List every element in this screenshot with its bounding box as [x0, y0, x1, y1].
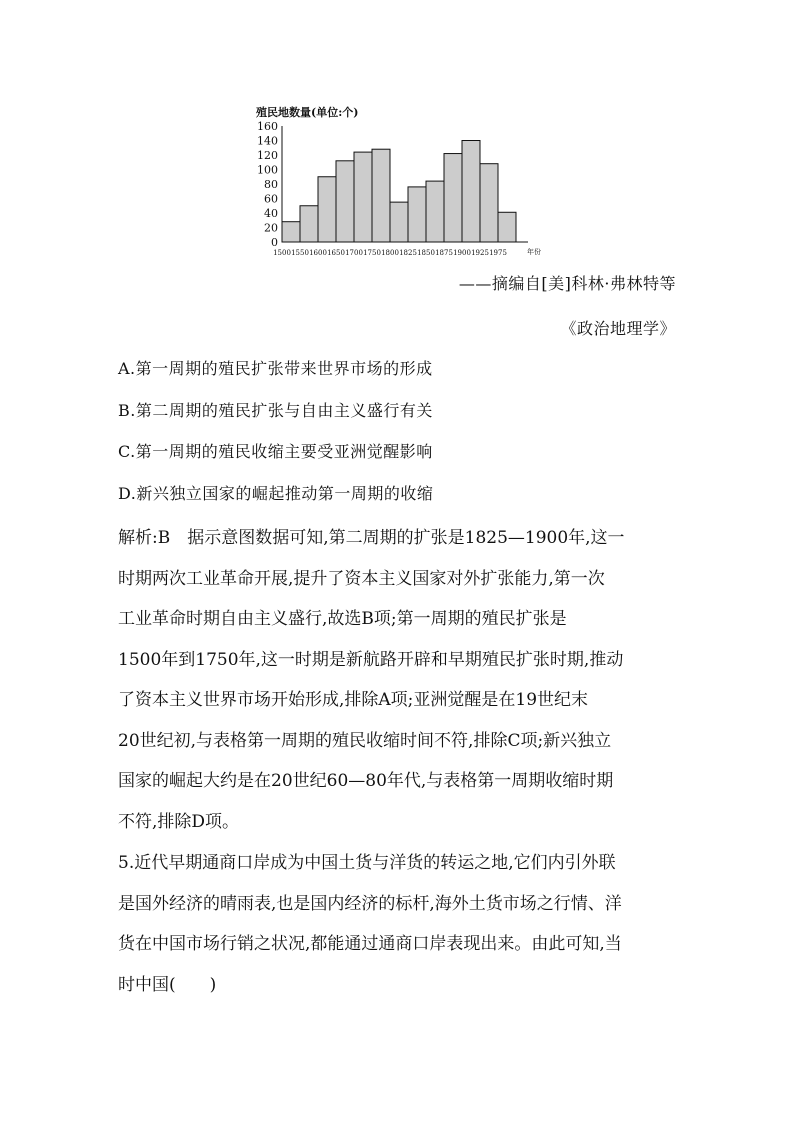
bar-1925 [480, 164, 498, 242]
question-line: 时中国( ) [118, 974, 217, 995]
x-axis-label: 年份 [527, 248, 541, 256]
analysis-line: 1500年到1750年,这一时期是新航路开辟和早期殖民扩张时期,推动 [118, 649, 624, 670]
x-tick-label: 1550 [291, 249, 309, 257]
analysis-line: 不符,排除D项。 [118, 811, 240, 832]
bar-1825 [408, 187, 426, 242]
bar-1750 [372, 149, 390, 242]
y-tick-label: 20 [264, 221, 278, 235]
bar-1900 [462, 141, 480, 243]
bar-1650 [336, 161, 354, 242]
y-tick-label: 40 [264, 207, 278, 220]
answer-analysis [118, 518, 678, 842]
analysis-line: 国家的崛起大约是在20世纪60—80年代,与表格第一周期收缩时期 [118, 771, 614, 791]
option-a: A.第一周期的殖民扩张带来世界市场的形成 [118, 359, 433, 378]
y-axis-label: 殖民地数量(单位:个) [256, 106, 359, 119]
x-tick-label: 1850 [417, 249, 435, 257]
bar-1875 [444, 154, 462, 242]
option-b: B.第二周期的殖民扩张与自由主义盛行有关 [118, 401, 433, 420]
x-tick-label: 1750 [363, 249, 381, 257]
x-tick-label: 1650 [327, 249, 345, 257]
bar-1975 [498, 212, 516, 242]
x-tick-label: 1925 [471, 249, 489, 257]
analysis-line: 工业革命时期自由主义盛行,故选B项;第一周期的殖民扩张是 [118, 609, 567, 629]
question-line: 5.近代早期通商口岸成为中国土货与洋货的转运之地,它们内引外联 [118, 853, 616, 873]
x-tick-label: 1900 [453, 249, 471, 257]
x-tick-label: 1800 [381, 249, 399, 257]
bar-1800 [390, 202, 408, 242]
analysis-line: 解析:B 据示意图数据可知,第二周期的扩张是1825—1900年,这一 [118, 528, 625, 548]
option-c: C.第一周期的殖民收缩主要受亚洲觉醒影响 [118, 442, 433, 461]
x-tick-label: 1700 [345, 249, 363, 257]
x-tick-label: 1825 [399, 249, 417, 257]
colony-count-bar-chart [250, 100, 550, 265]
source-citation-book: 《政治地理学》 [560, 319, 676, 338]
analysis-line: 时期两次工业革命开展,提升了资本主义国家对外扩张能力,第一次 [118, 568, 605, 589]
bar-1550 [300, 206, 318, 242]
y-tick-label: 120 [257, 149, 278, 162]
question-5 [118, 843, 678, 1005]
y-tick-label: 100 [257, 163, 278, 177]
y-tick-label: 160 [257, 120, 278, 133]
x-tick-label: 1975 [489, 249, 507, 257]
source-citation-author: ——摘编自[美]科林·弗林特等 [458, 274, 676, 293]
analysis-line: 20世纪初,与表格第一周期的殖民收缩时间不符,排除C项;新兴独立 [118, 730, 612, 751]
x-tick-label: 1875 [435, 249, 453, 257]
question-line: 货在中国市场行销之状况,都能通过通商口岸表现出来。由此可知,当 [118, 934, 622, 954]
bar-1500 [282, 222, 300, 242]
bar-1600 [318, 177, 336, 242]
analysis-line: 了资本主义世界市场开始形成,排除A项;亚洲觉醒是在19世纪末 [118, 690, 589, 710]
y-tick-label: 0 [271, 236, 278, 249]
bar-1700 [354, 152, 372, 242]
x-tick-label: 1600 [309, 249, 327, 257]
x-tick-label: 1500 [273, 249, 291, 257]
bar-1850 [426, 181, 444, 242]
question-line: 是国外经济的晴雨表,也是国内经济的标杆,海外土货市场之行情、洋 [118, 893, 622, 914]
option-d: D.新兴独立国家的崛起推动第一周期的收缩 [118, 484, 434, 503]
y-tick-label: 140 [257, 134, 278, 148]
y-tick-label: 60 [264, 192, 278, 206]
y-tick-label: 80 [264, 178, 278, 191]
